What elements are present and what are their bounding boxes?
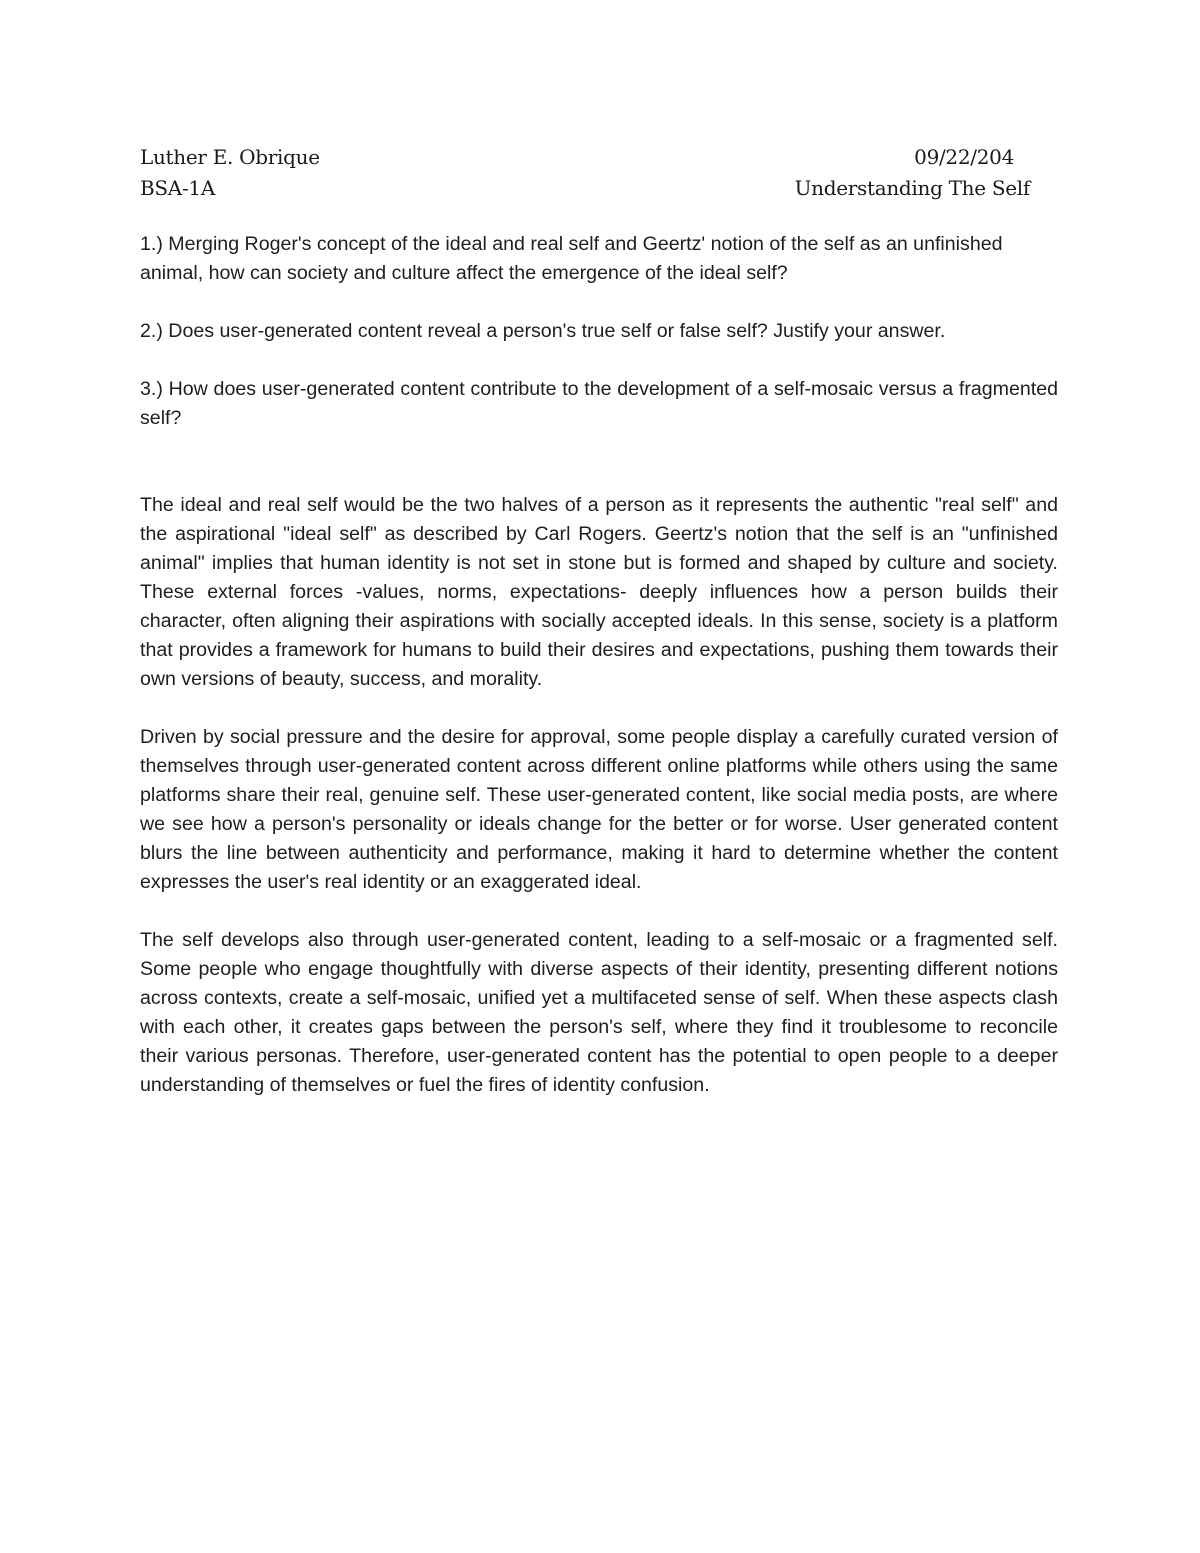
answer-paragraph-1: The ideal and real self would be the two halves of a person as it represents the authentic "real self" and the aspirational "ideal self" as described by Carl Rogers. Geertz's notion that the self is an "unfinished animal" implies that human identity is not set in stone but is formed and shaped by culture and society. These external forces -values, norms, expectations- deeply influences how a person builds their character, often aligning their aspirations with socially accepted ideals. In this sense, society is a platform that provides a framework for humans to build their desires and expectations, pushing them towards their own versions of beauty, success, and morality. xyxy=(140,494,1058,690)
document-header xyxy=(140,142,1030,204)
date: 09/22/204 xyxy=(914,145,1014,169)
answer-paragraph-2: Driven by social pressure and the desire for approval, some people display a carefully curated version of themselves through user-generated content across different online platforms while others using the same platforms share their real, genuine self. These user-generated content, like social media posts, are where we see how a person's personality or ideals change for the better or for worse. User generated content blurs the line between authenticity and performance, making it hard to determine whether the content expresses the user's real identity or an exaggerated ideal. xyxy=(140,726,1058,893)
student-name: Luther E. Obrique xyxy=(140,145,320,169)
header-row-1 xyxy=(140,142,1030,173)
header-row-2 xyxy=(140,173,1030,204)
course-title: Understanding The Self xyxy=(794,176,1030,200)
document-body xyxy=(140,230,1058,1129)
question-3: 3.) How does user-generated content contribute to the development of a self-mosaic versus a fragmented self? xyxy=(140,378,1058,429)
answer-paragraph-3: The self develops also through user-generated content, leading to a self-mosaic or a fragmented self. Some people who engage thoughtfully with diverse aspects of their identity, presenting different notions across contexts, create a self-mosaic, unified yet a multifaceted sense of self. When these aspects clash with each other, it creates gaps between the person's self, where they find it troublesome to reconcile their various personas. Therefore, user-generated content has the potential to open people to a deeper understanding of themselves or fuel the fires of identity confusion. xyxy=(140,929,1058,1096)
spacer xyxy=(140,462,1058,491)
question-2: 2.) Does user-generated content reveal a person's true self or false self? Justify your answer. xyxy=(140,320,946,342)
section: BSA-1A xyxy=(140,176,215,200)
question-1: 1.) Merging Roger's concept of the ideal and real self and Geertz' notion of the self as an unfinished animal, how can society and culture affect the emergence of the ideal self? xyxy=(140,233,1003,284)
